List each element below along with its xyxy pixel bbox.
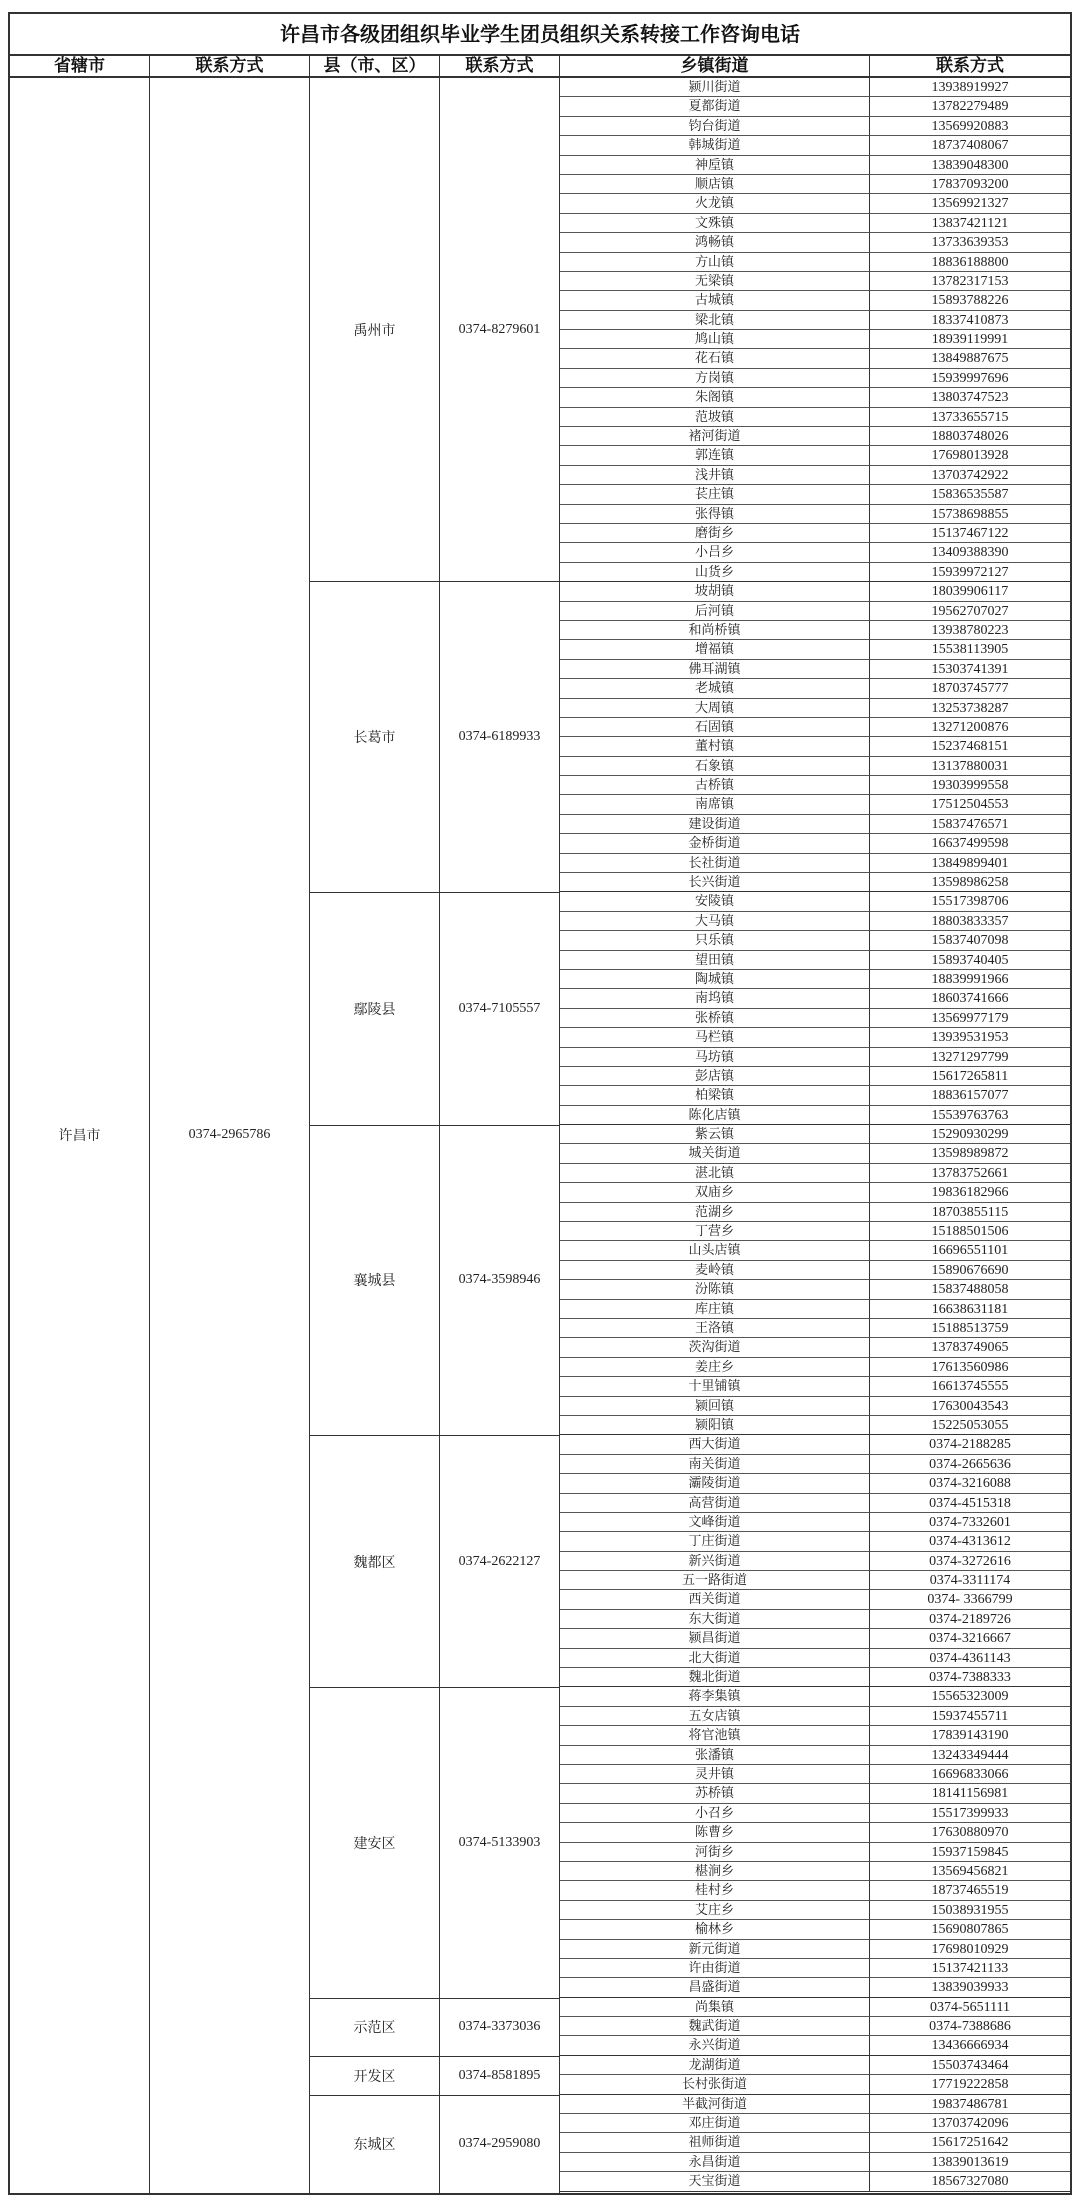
town-phone: 0374-7332601	[870, 1513, 1070, 1532]
town-phone: 13849887675	[870, 349, 1070, 368]
town-name: 天宝街道	[560, 2172, 870, 2191]
city-name: 许昌市	[58, 1129, 101, 1145]
town-phone: 15137467122	[870, 524, 1070, 543]
town-phone: 15517398706	[870, 892, 1070, 911]
town-name: 坡胡镇	[560, 582, 870, 601]
town-name: 艾庄乡	[560, 1901, 870, 1920]
town-phone: 17719222858	[870, 2075, 1070, 2094]
town-phone: 15137421133	[870, 1959, 1070, 1978]
town-phone: 13733639353	[870, 233, 1070, 252]
town-phone: 0374-7388686	[870, 2017, 1070, 2036]
town-name: 蒋李集镇	[560, 1687, 870, 1706]
town-name: 北大街道	[560, 1649, 870, 1668]
town-name: 苌庄镇	[560, 485, 870, 504]
town-name: 将官池镇	[560, 1726, 870, 1745]
town-name: 西关街道	[560, 1590, 870, 1609]
town-phone: 18703855115	[870, 1203, 1070, 1222]
town-phone: 15188501506	[870, 1222, 1070, 1241]
town-name: 昌盛街道	[560, 1978, 870, 1997]
town-name: 紫云镇	[560, 1125, 870, 1144]
town-phone: 13271200876	[870, 718, 1070, 737]
town-name: 榆林乡	[560, 1920, 870, 1939]
town-phone: 16696551101	[870, 1241, 1070, 1260]
town-phone: 13243349444	[870, 1746, 1070, 1765]
county-name: 鄢陵县	[310, 893, 440, 1126]
town-name: 十里铺镇	[560, 1377, 870, 1396]
town-name: 老城镇	[560, 679, 870, 698]
town-name: 颍昌街道	[560, 1629, 870, 1648]
town-name: 金桥街道	[560, 834, 870, 853]
county-name: 襄城县	[310, 1126, 440, 1436]
county-phone: 0374-2622127	[440, 1436, 560, 1688]
town-name: 方岗镇	[560, 369, 870, 388]
town-phone: 19837486781	[870, 2095, 1070, 2114]
town-phone: 18836188800	[870, 253, 1070, 272]
town-phone: 15538113905	[870, 640, 1070, 659]
town-name: 魏北街道	[560, 1668, 870, 1687]
town-phone: 13938919927	[870, 78, 1070, 97]
town-name: 石象镇	[560, 757, 870, 776]
town-phone: 0374-3311174	[870, 1571, 1070, 1590]
town-phone: 13839013619	[870, 2153, 1070, 2172]
county-column	[310, 78, 440, 2193]
town-name: 张得镇	[560, 505, 870, 524]
town-name: 方山镇	[560, 253, 870, 272]
town-name: 长社街道	[560, 854, 870, 873]
town-phone: 15837407098	[870, 931, 1070, 950]
town-phone: 15837488058	[870, 1280, 1070, 1299]
city-phone: 0374-2965786	[188, 1127, 271, 1143]
town-phone: 18337410873	[870, 311, 1070, 330]
town-phone: 0374-4313612	[870, 1532, 1070, 1551]
town-name: 南坞镇	[560, 989, 870, 1008]
town-name: 山货乡	[560, 563, 870, 582]
county-name: 禹州市	[310, 78, 440, 582]
county-name: 建安区	[310, 1688, 440, 1998]
town-phone: 17630880970	[870, 1823, 1070, 1842]
town-name: 西大街道	[560, 1435, 870, 1454]
town-name: 范湖乡	[560, 1203, 870, 1222]
county-phone: 0374-7105557	[440, 893, 560, 1126]
town-name: 佛耳湖镇	[560, 660, 870, 679]
town-phone: 18703745777	[870, 679, 1070, 698]
town-phone: 0374-7388333	[870, 1668, 1070, 1687]
town-phone: 18839991966	[870, 970, 1070, 989]
town-phone: 15188513759	[870, 1319, 1070, 1338]
town-name: 半截河街道	[560, 2095, 870, 2114]
town-phone: 19562707027	[870, 602, 1070, 621]
town-phone: 13837421121	[870, 214, 1070, 233]
town-name: 褚河街道	[560, 427, 870, 446]
town-phone: 15290930299	[870, 1125, 1070, 1144]
town-name: 龙湖街道	[560, 2056, 870, 2075]
town-phone: 19836182966	[870, 1183, 1070, 1202]
county-phone: 0374-5133903	[440, 1688, 560, 1998]
town-name: 王洛镇	[560, 1319, 870, 1338]
town-name: 柏梁镇	[560, 1086, 870, 1105]
town-name: 桂村乡	[560, 1881, 870, 1900]
town-name: 永兴街道	[560, 2036, 870, 2055]
town-phone: 15893740405	[870, 951, 1070, 970]
town-name: 郭连镇	[560, 446, 870, 465]
town-name: 董村镇	[560, 737, 870, 756]
town-phone: 17839143190	[870, 1726, 1070, 1745]
town-name: 大马镇	[560, 912, 870, 931]
town-phone: 13703742096	[870, 2114, 1070, 2133]
town-phone: 15038931955	[870, 1901, 1070, 1920]
town-phone: 16613745555	[870, 1377, 1070, 1396]
town-name: 后河镇	[560, 602, 870, 621]
town-name: 浅井镇	[560, 466, 870, 485]
town-name: 东大街道	[560, 1610, 870, 1629]
town-name: 陶城镇	[560, 970, 870, 989]
town-name: 魏武街道	[560, 2017, 870, 2036]
town-name: 颍川街道	[560, 78, 870, 97]
town-phone: 13783749065	[870, 1338, 1070, 1357]
table-title: 许昌市各级团组织毕业学生团员组织关系转接工作咨询电话	[10, 14, 1070, 56]
county-phone: 0374-6189933	[440, 582, 560, 892]
town-phone: 17630043543	[870, 1397, 1070, 1416]
town-name: 五一路街道	[560, 1571, 870, 1590]
town-name: 古城镇	[560, 291, 870, 310]
town-name: 鸿畅镇	[560, 233, 870, 252]
county-phone-column	[440, 78, 560, 2193]
town-phone: 15937455711	[870, 1707, 1070, 1726]
county-name: 东城区	[310, 2096, 440, 2193]
town-phone: 13598986258	[870, 873, 1070, 892]
header-city-contact: 联系方式	[150, 56, 310, 76]
county-name: 开发区	[310, 2057, 440, 2096]
city-phone-cell	[150, 78, 310, 2193]
town-name: 张潘镇	[560, 1746, 870, 1765]
town-name: 朱阁镇	[560, 388, 870, 407]
town-name: 山头店镇	[560, 1241, 870, 1260]
header-county-contact: 联系方式	[440, 56, 560, 76]
town-name: 丁营乡	[560, 1222, 870, 1241]
town-name: 磨街乡	[560, 524, 870, 543]
town-phone: 13253738287	[870, 699, 1070, 718]
town-phone: 17698013928	[870, 446, 1070, 465]
town-name: 姜庄乡	[560, 1358, 870, 1377]
town-name: 永昌街道	[560, 2153, 870, 2172]
town-phone: 13569456821	[870, 1862, 1070, 1881]
town-phone: 15837476571	[870, 815, 1070, 834]
table-header	[10, 56, 1070, 78]
town-phone: 0374-2189726	[870, 1610, 1070, 1629]
town-phone: 13839039933	[870, 1978, 1070, 1997]
town-phone: 0374-3216667	[870, 1629, 1070, 1648]
county-phone: 0374-8581895	[440, 2057, 560, 2096]
town-name: 马栏镇	[560, 1028, 870, 1047]
town-phone: 13782279489	[870, 97, 1070, 116]
town-phone: 15939997696	[870, 369, 1070, 388]
town-name: 南关街道	[560, 1455, 870, 1474]
town-phone: 16696833066	[870, 1765, 1070, 1784]
town-name: 马坊镇	[560, 1048, 870, 1067]
town-phone: 18737408067	[870, 136, 1070, 155]
county-phone: 0374-8279601	[440, 78, 560, 582]
town-name: 颍阳镇	[560, 1416, 870, 1435]
town-phone: 13783752661	[870, 1164, 1070, 1183]
contact-table	[8, 12, 1072, 2195]
town-name: 汾陈镇	[560, 1280, 870, 1299]
town-phone: 13703742922	[870, 466, 1070, 485]
town-phone: 0374-5651111	[870, 1998, 1070, 2017]
town-phone: 13569977179	[870, 1009, 1070, 1028]
header-town: 乡镇街道	[560, 56, 870, 76]
town-phone: 15890676690	[870, 1261, 1070, 1280]
town-name: 钧台街道	[560, 117, 870, 136]
town-phone: 13409388390	[870, 543, 1070, 562]
town-name: 陈化店镇	[560, 1106, 870, 1125]
town-name: 双庙乡	[560, 1183, 870, 1202]
town-phone: 13939531953	[870, 1028, 1070, 1047]
town-name: 茨沟街道	[560, 1338, 870, 1357]
town-name: 丁庄街道	[560, 1532, 870, 1551]
town-phone: 15565323009	[870, 1687, 1070, 1706]
county-name: 魏都区	[310, 1436, 440, 1688]
town-name: 彭店镇	[560, 1067, 870, 1086]
town-name: 小召乡	[560, 1804, 870, 1823]
town-phone: 18939119991	[870, 330, 1070, 349]
town-phone: 15237468151	[870, 737, 1070, 756]
town-name: 五女店镇	[560, 1707, 870, 1726]
town-phone: 13733655715	[870, 408, 1070, 427]
town-name: 安陵镇	[560, 892, 870, 911]
town-phone: 0374-4361143	[870, 1649, 1070, 1668]
town-name: 和尚桥镇	[560, 621, 870, 640]
town-name: 文峰街道	[560, 1513, 870, 1532]
town-name: 望田镇	[560, 951, 870, 970]
county-phone: 0374-2959080	[440, 2096, 560, 2193]
town-name: 灞陵街道	[560, 1474, 870, 1493]
town-phone: 15503743464	[870, 2056, 1070, 2075]
town-phone: 13849899401	[870, 854, 1070, 873]
town-name: 祖师街道	[560, 2133, 870, 2152]
town-phone: 13137880031	[870, 757, 1070, 776]
town-phone: 0374-3272616	[870, 1552, 1070, 1571]
town-name: 只乐镇	[560, 931, 870, 950]
town-phone: 18737465519	[870, 1881, 1070, 1900]
town-phone: 13436666934	[870, 2036, 1070, 2055]
town-name: 麦岭镇	[560, 1261, 870, 1280]
table-body	[10, 78, 1070, 2193]
town-name: 韩城街道	[560, 136, 870, 155]
town-phone: 0374-2665636	[870, 1455, 1070, 1474]
town-name: 张桥镇	[560, 1009, 870, 1028]
town-name: 小吕乡	[560, 543, 870, 562]
town-phone: 0374-3216088	[870, 1474, 1070, 1493]
town-name: 苏桥镇	[560, 1784, 870, 1803]
town-name: 许由街道	[560, 1959, 870, 1978]
town-phone: 15836535587	[870, 485, 1070, 504]
town-phone: 13782317153	[870, 272, 1070, 291]
town-column	[560, 78, 870, 2193]
town-name: 火龙镇	[560, 194, 870, 213]
town-name: 建设街道	[560, 815, 870, 834]
town-name: 陈曹乡	[560, 1823, 870, 1842]
town-name: 神垕镇	[560, 156, 870, 175]
town-phone: 15690807865	[870, 1920, 1070, 1939]
town-name: 大周镇	[560, 699, 870, 718]
town-phone: 15937159845	[870, 1843, 1070, 1862]
town-name: 长村张街道	[560, 2075, 870, 2094]
town-phone: 13839048300	[870, 156, 1070, 175]
town-phone: 15303741391	[870, 660, 1070, 679]
header-county: 县（市、区）	[310, 56, 440, 76]
town-phone: 15617251642	[870, 2133, 1070, 2152]
town-phone: 13271297799	[870, 1048, 1070, 1067]
town-phone: 13569920883	[870, 117, 1070, 136]
town-phone: 18836157077	[870, 1086, 1070, 1105]
town-phone: 18141156981	[870, 1784, 1070, 1803]
county-phone: 0374-3373036	[440, 1999, 560, 2057]
town-name: 无梁镇	[560, 272, 870, 291]
town-phone: 15738698855	[870, 505, 1070, 524]
town-phone: 18603741666	[870, 989, 1070, 1008]
city-name-cell	[10, 78, 150, 2193]
town-phone: 18803748026	[870, 427, 1070, 446]
town-name: 颍回镇	[560, 1397, 870, 1416]
town-phone: 0374-4515318	[870, 1494, 1070, 1513]
town-phone: 18567327080	[870, 2172, 1070, 2191]
town-phone: 15939972127	[870, 563, 1070, 582]
town-name: 文殊镇	[560, 214, 870, 233]
town-name: 灵井镇	[560, 1765, 870, 1784]
town-phone: 15225053055	[870, 1416, 1070, 1435]
town-name: 河街乡	[560, 1843, 870, 1862]
town-name: 古桥镇	[560, 776, 870, 795]
town-phone: 18039906117	[870, 582, 1070, 601]
town-name: 石固镇	[560, 718, 870, 737]
town-name: 增福镇	[560, 640, 870, 659]
town-phone: 0374-2188285	[870, 1435, 1070, 1454]
town-name: 新元街道	[560, 1940, 870, 1959]
town-phone: 19303999558	[870, 776, 1070, 795]
town-name: 邓庄街道	[560, 2114, 870, 2133]
town-phone: 15517399933	[870, 1804, 1070, 1823]
town-phone: 17698010929	[870, 1940, 1070, 1959]
county-name: 长葛市	[310, 582, 440, 892]
town-name: 椹涧乡	[560, 1862, 870, 1881]
town-name: 城关街道	[560, 1144, 870, 1163]
town-name: 梁北镇	[560, 311, 870, 330]
town-phone: 0374- 3366799	[870, 1590, 1070, 1609]
town-phone: 13569921327	[870, 194, 1070, 213]
town-name: 库庄镇	[560, 1300, 870, 1319]
town-name: 南席镇	[560, 795, 870, 814]
town-name: 顺店镇	[560, 175, 870, 194]
town-phone-column	[870, 78, 1070, 2193]
town-name: 夏都街道	[560, 97, 870, 116]
header-city: 省辖市	[10, 56, 150, 76]
town-phone: 17512504553	[870, 795, 1070, 814]
town-name: 花石镇	[560, 349, 870, 368]
town-phone: 13803747523	[870, 388, 1070, 407]
town-name: 长兴街道	[560, 873, 870, 892]
county-name: 示范区	[310, 1999, 440, 2057]
town-phone: 13598989872	[870, 1144, 1070, 1163]
town-phone: 16637499598	[870, 834, 1070, 853]
town-phone: 16638631181	[870, 1300, 1070, 1319]
header-town-contact: 联系方式	[936, 56, 1004, 76]
town-phone: 15893788226	[870, 291, 1070, 310]
town-name: 尚集镇	[560, 1998, 870, 2017]
town-name: 范坡镇	[560, 408, 870, 427]
county-phone: 0374-3598946	[440, 1126, 560, 1436]
town-name: 鸠山镇	[560, 330, 870, 349]
town-phone: 18803833357	[870, 912, 1070, 931]
town-name: 湛北镇	[560, 1164, 870, 1183]
town-name: 新兴街道	[560, 1552, 870, 1571]
town-phone: 15539763763	[870, 1106, 1070, 1125]
town-phone: 15617265811	[870, 1067, 1070, 1086]
town-phone: 17837093200	[870, 175, 1070, 194]
town-phone: 13938780223	[870, 621, 1070, 640]
town-name: 高营街道	[560, 1494, 870, 1513]
town-phone: 17613560986	[870, 1358, 1070, 1377]
